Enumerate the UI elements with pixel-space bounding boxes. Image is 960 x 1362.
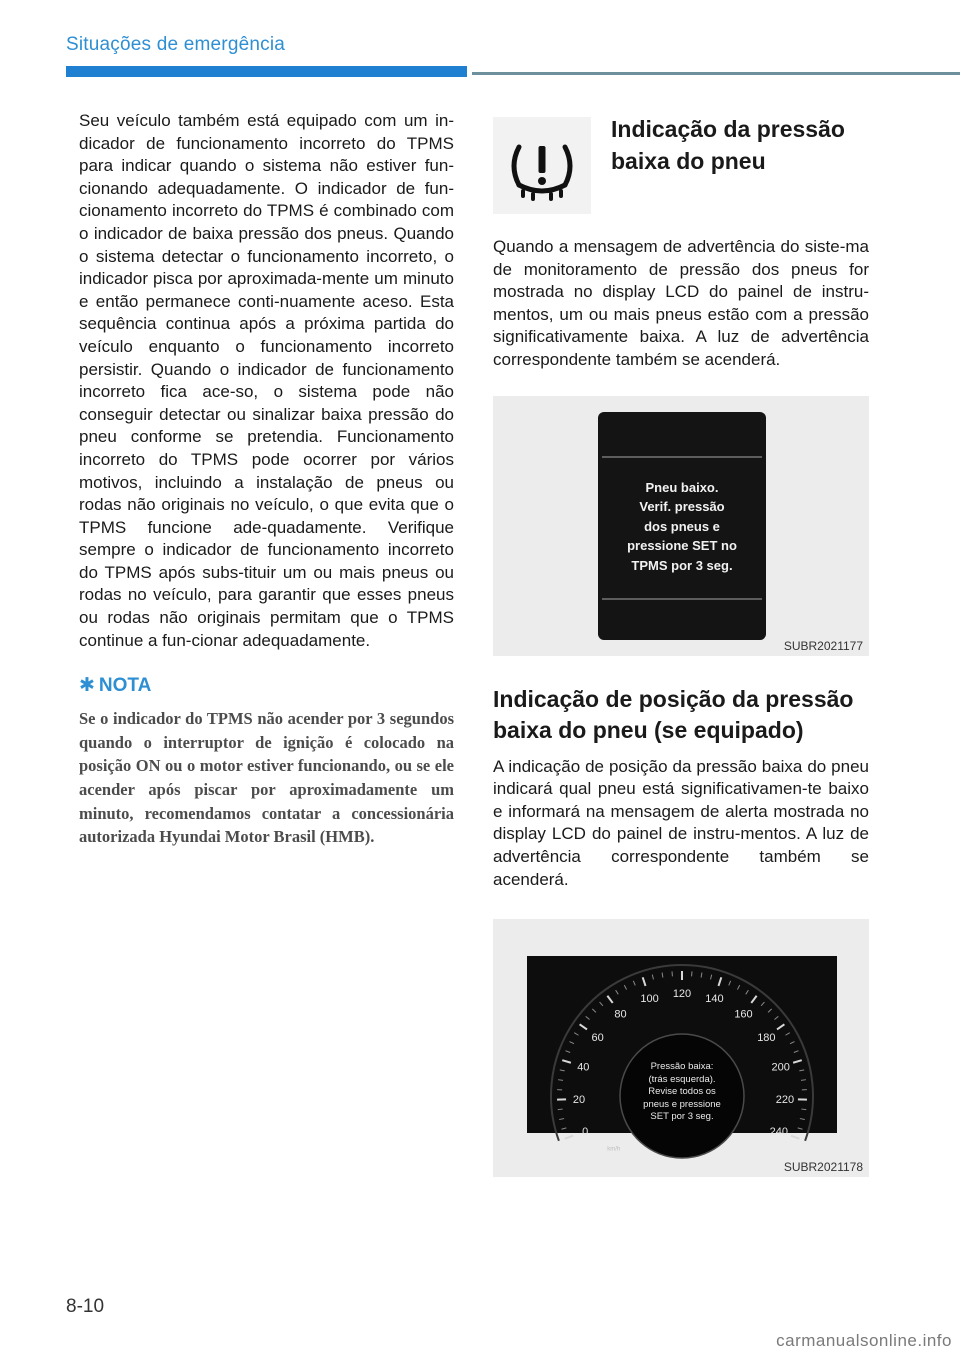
note-heading-label: NOTA	[98, 675, 152, 697]
dial-minor-tick	[729, 981, 731, 986]
position-heading-line1: Indicação de posição da pressão	[493, 685, 854, 712]
dial-minor-tick	[801, 1109, 806, 1110]
dial-speed-label: 80	[614, 1008, 627, 1021]
dial-major-tick	[580, 1024, 587, 1029]
cluster-line: pneus e pressione	[643, 1098, 721, 1110]
dial-minor-tick	[801, 1080, 806, 1081]
dial-minor-tick	[737, 985, 739, 989]
lcd-line: pressione SET no	[627, 538, 737, 554]
position-heading-line2: baixa do pneu (se equipado)	[493, 716, 804, 743]
cluster-line: SET por 3 seg.	[650, 1111, 714, 1123]
dial-minor-tick	[616, 990, 619, 994]
figure-lcd-low-tire	[493, 396, 869, 656]
lcd-message	[598, 478, 766, 576]
cluster-line: Pressão baixa:	[650, 1061, 714, 1073]
lcd-line: Verif. pressão	[639, 499, 725, 515]
watermark: carmanualsonline.info	[776, 1331, 952, 1350]
dial-speed-label: 120	[672, 988, 692, 1001]
cluster-message	[631, 1061, 733, 1124]
low-pressure-header	[493, 110, 869, 214]
dial-minor-tick	[662, 973, 663, 978]
lcd-separator-top	[602, 456, 762, 458]
dial-minor-tick	[798, 1128, 803, 1129]
dial-speed-label: 240	[769, 1126, 788, 1139]
dial-minor-tick	[633, 981, 635, 986]
figure-caption: SUBR2021177	[783, 638, 863, 653]
dial-minor-tick	[652, 975, 653, 980]
dial-major-tick	[562, 1060, 571, 1063]
left-column	[79, 110, 454, 849]
note-heading	[79, 674, 454, 697]
dial-minor-tick	[569, 1042, 574, 1044]
lcd-line: Pneu baixo.	[645, 479, 719, 495]
header-rule-blue	[66, 66, 467, 77]
dial-minor-tick	[561, 1128, 566, 1129]
right-column	[493, 110, 869, 1177]
lcd-line: dos pneus e	[644, 518, 720, 534]
dial-minor-tick	[800, 1119, 805, 1120]
low-pressure-paragraph: Quando a mensagem de advertência do siste-ma de monitoramento de pressão dos pneus for mostrada no display LCD do painel de instru-mentos, um ou mais pneus estão com a pressão significativamente baixa. A luz de advertência correspondente também se acenderá.	[493, 237, 869, 369]
figure-cluster-position	[493, 919, 869, 1177]
dial-minor-tick	[768, 1009, 772, 1012]
dial-speed-label: 220	[775, 1094, 795, 1107]
dial-speed-label: 20	[572, 1094, 586, 1107]
dial-major-tick	[718, 977, 721, 986]
position-heading	[493, 684, 869, 746]
dial-minor-tick	[592, 1009, 596, 1012]
tpms-malfunction-paragraph: Seu veículo também está equipado com um in-dicador de funcionamento incorreto do TPMS para indicar quando o sistema não estiver fun-cionando adequadamente. O indicador de fun-cionamento incorreto do TPMS é combinado com o indicador de baixa pressão dos pneus. Quando o sistema detectar o funcionamento incorreto, o indicador pisca por aproximada-mente um minuto e então permanece conti-nuamente aceso. Esta sequência continua após a próxima partida do veículo enquanto o funcionamento incorreto persistir. Quando o indicador de funcionamento incorreto fica ace-so, o sistema pode não conseguir detectar ou sinalizar baixa pressão do pneu conforme se pretendia. Funcionamento incorreto do TPMS pode ocorrer por vários motivos, incluindo a instalação de pneus ou rodas não originais no veículo, o que evita que o TPMS funcione ade-quadamente. Verifique sempre o indicador de funcionamento incorreto do TPMS após subs-tituir um ou mais pneus ou rodas no veículo, para garantir que esses pneus ou rodas não originais permitam que o TPMS continue a fun-cionar adequadamente.	[79, 111, 454, 650]
page-number: 8-10	[66, 1296, 105, 1317]
dial-minor-tick	[701, 973, 702, 978]
dial-major-tick	[777, 1024, 784, 1029]
dial-minor-tick	[790, 1042, 795, 1044]
header-rule-gray	[472, 72, 960, 75]
dial-speed-label: 140	[705, 993, 724, 1006]
dial-speed-label: 100	[640, 993, 659, 1006]
lcd-display	[598, 412, 766, 640]
dial-major-tick	[791, 1136, 799, 1139]
dial-major-tick	[607, 996, 612, 1003]
dial-minor-tick	[565, 1051, 570, 1053]
dial-speed-label: 40	[577, 1061, 590, 1074]
low-pressure-title-line1: Indicação da pressão	[611, 116, 845, 142]
position-paragraph: A indicação de posição da pressão baixa do pneu indicará qual pneu está significativamen-te baixo e informará na mensagem de alerta mostrada no display LCD do painel de instru-mentos. A luz de advertência correspondente também se acenderá.	[493, 756, 869, 889]
dial-minor-tick	[794, 1051, 799, 1053]
dial-major-tick	[643, 977, 646, 986]
dial-minor-tick	[761, 1002, 764, 1006]
dial-major-tick	[751, 996, 756, 1003]
dial-minor-tick	[558, 1080, 563, 1081]
instrument-cluster	[527, 956, 837, 1153]
dial-speed-label: 0	[582, 1126, 589, 1139]
section-title: Situações de emergência	[66, 34, 286, 55]
dial-major-tick	[565, 1136, 573, 1139]
dial-major-tick	[793, 1060, 802, 1063]
dial-minor-tick	[559, 1119, 564, 1120]
dial-minor-tick	[799, 1070, 804, 1071]
note-star-icon: ✱	[79, 675, 95, 697]
dial-minor-tick	[746, 990, 749, 994]
dial-speed-label: 60	[591, 1032, 604, 1045]
dial-minor-tick	[785, 1033, 789, 1036]
dial-minor-tick	[624, 985, 626, 989]
dial-minor-tick	[558, 1109, 563, 1110]
figure-caption: SUBR2021178	[783, 1160, 863, 1175]
dial-minor-tick	[574, 1033, 578, 1036]
dial-speed-label: 180	[757, 1032, 776, 1045]
tire-pressure-warning-icon	[493, 117, 591, 214]
dial-speed-label: 200	[771, 1061, 790, 1074]
dial-minor-tick	[711, 975, 712, 980]
low-pressure-title	[611, 113, 869, 177]
lcd-separator-bottom	[602, 598, 762, 600]
note-text: Se o indicador do TPMS não acender por 3 segundos quando o interruptor de ignição é colocado na posição ON ou o motor estiver funcionando, ou se ele acender após piscar por aproximadamente um minuto, recomendamos contatar a concessionária autorizada Hyundai Motor Brasil (HMB).	[79, 709, 454, 847]
cluster-line: (trás esquerda).	[648, 1073, 716, 1085]
dial-unit-label: km/h	[607, 1146, 621, 1153]
dial-minor-tick	[560, 1070, 565, 1071]
dial-speed-label: 160	[734, 1008, 753, 1021]
dial-minor-tick	[600, 1002, 603, 1006]
cluster-line: Revise todos os	[648, 1086, 716, 1098]
lcd-line: TPMS por 3 seg.	[631, 557, 733, 573]
low-pressure-title-line2: baixa do pneu	[611, 148, 766, 174]
dial-minor-tick	[586, 1016, 590, 1019]
dial-minor-tick	[774, 1016, 778, 1019]
